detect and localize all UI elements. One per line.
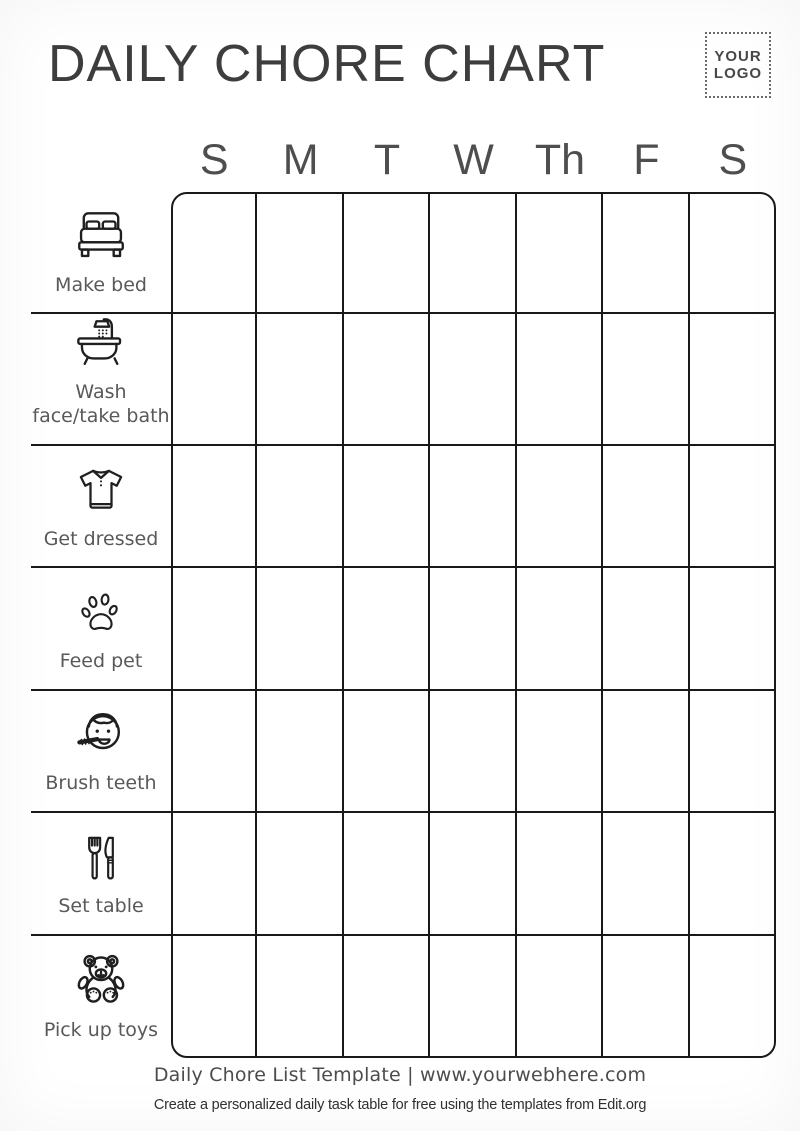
chore-cell[interactable] (257, 314, 343, 446)
chore-cell[interactable] (517, 314, 603, 446)
face-toothbrush-icon (71, 703, 131, 763)
bed-icon (72, 207, 130, 265)
day-label-saturday: S (718, 136, 748, 184)
bathtub-shower-icon (72, 314, 130, 372)
logo-text-line1: YOUR (714, 47, 762, 65)
logo-text-line2: LOGO (713, 65, 763, 82)
chore-row-header-set-table (31, 813, 171, 935)
chore-label: Brush teeth (45, 772, 157, 795)
chore-cell[interactable] (517, 446, 603, 568)
chore-label: Get dressed (43, 527, 159, 550)
chore-cell[interactable] (171, 314, 257, 446)
chore-cell[interactable] (344, 192, 430, 314)
chore-cell[interactable] (430, 691, 516, 813)
paw-print-icon (75, 589, 127, 641)
chore-cell[interactable] (690, 192, 776, 314)
day-label-wednesday: W (453, 136, 494, 184)
chore-label: Wash (75, 381, 127, 404)
chore-cell[interactable] (690, 568, 776, 690)
chore-cell[interactable] (344, 936, 430, 1058)
chore-cell[interactable] (257, 568, 343, 690)
chore-row-header-pick-up-toys (31, 936, 171, 1058)
chore-cell[interactable] (430, 936, 516, 1058)
day-label-tuesday: T (373, 136, 401, 184)
chore-cell[interactable] (430, 813, 516, 935)
chore-cell[interactable] (171, 568, 257, 690)
chore-row-header-brush-teeth (31, 691, 171, 813)
day-label-sunday: S (199, 136, 229, 184)
chore-cell[interactable] (517, 192, 603, 314)
chore-cell[interactable] (690, 936, 776, 1058)
chore-label-line2: face/take bath (32, 405, 170, 428)
page-title: DAILY CHORE CHART (48, 35, 606, 93)
chore-cell[interactable] (603, 446, 689, 568)
chore-label: Set table (58, 894, 144, 917)
chore-cell[interactable] (430, 568, 516, 690)
chore-cell[interactable] (171, 813, 257, 935)
day-label-monday: M (282, 136, 319, 184)
chore-cell[interactable] (690, 813, 776, 935)
chore-cell[interactable] (603, 192, 689, 314)
chore-cell[interactable] (430, 192, 516, 314)
chore-cell[interactable] (517, 813, 603, 935)
footer-description: Create a personalized daily task table for free using the templates from Edit.org (153, 1097, 647, 1113)
day-header-row (171, 124, 776, 184)
teddy-bear-icon (71, 950, 131, 1010)
chore-cell[interactable] (690, 446, 776, 568)
chore-row-header-feed-pet (31, 568, 171, 690)
chore-cell[interactable] (257, 813, 343, 935)
chore-row-header-get-dressed (31, 446, 171, 568)
chore-cell[interactable] (171, 446, 257, 568)
chore-cell[interactable] (257, 446, 343, 568)
chore-row-header-make-bed (31, 192, 171, 314)
chore-cell[interactable] (603, 813, 689, 935)
chore-cell[interactable] (517, 691, 603, 813)
chore-cell[interactable] (171, 691, 257, 813)
logo-placeholder[interactable] (705, 32, 771, 98)
chore-grid (31, 192, 776, 1058)
day-label-thursday: Th (534, 136, 586, 184)
chore-label: Feed pet (59, 649, 143, 672)
chore-cell[interactable] (430, 314, 516, 446)
chore-cell[interactable] (344, 314, 430, 446)
polo-shirt-icon (73, 463, 129, 519)
chore-cell[interactable] (257, 936, 343, 1058)
chore-cell[interactable] (603, 936, 689, 1058)
chore-cell[interactable] (603, 314, 689, 446)
chore-cell[interactable] (517, 568, 603, 690)
fork-knife-icon (74, 832, 128, 886)
chore-cell[interactable] (603, 568, 689, 690)
chore-cell[interactable] (690, 314, 776, 446)
chore-cell[interactable] (257, 691, 343, 813)
chore-cell[interactable] (344, 813, 430, 935)
chore-label: Pick up toys (43, 1019, 159, 1042)
chore-cell[interactable] (603, 691, 689, 813)
chore-cell[interactable] (690, 691, 776, 813)
day-label-friday: F (633, 136, 660, 184)
chore-cell[interactable] (257, 192, 343, 314)
chore-cell[interactable] (344, 568, 430, 690)
chore-cell[interactable] (171, 936, 257, 1058)
chore-cell[interactable] (344, 446, 430, 568)
chore-cell[interactable] (517, 936, 603, 1058)
chore-label: Make bed (55, 273, 147, 296)
chore-row-header-wash (31, 314, 171, 446)
footer-template-credit: Daily Chore List Template | www.yourwebhere.com (153, 1064, 647, 1086)
chore-cell[interactable] (430, 446, 516, 568)
chore-cell[interactable] (344, 691, 430, 813)
chore-cell[interactable] (171, 192, 257, 314)
